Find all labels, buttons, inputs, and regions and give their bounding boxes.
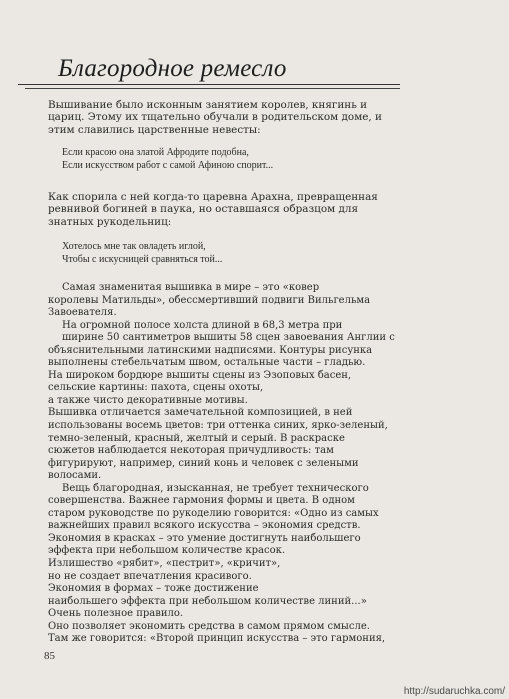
- body-line: наибольшего эффекта при небольшом количестве линий...»: [48, 595, 367, 607]
- body-line: объяснительными латинскими надписями. Контуры рисунка: [48, 344, 373, 356]
- verse-line: Если искусством работ с самой Афиною спорит...: [62, 160, 274, 171]
- body-line: Там же говорится: «Второй принцип искусства – это гармония,: [48, 633, 386, 645]
- verse-line: Чтобы с искусницей сравняться той...: [62, 254, 223, 265]
- paragraph-line: знатных рукодельниц:: [48, 215, 172, 228]
- body-line: важнейших правил всякого искусства – экономия средств.: [48, 520, 361, 532]
- body-line: Самая знаменитая вышивка в мире – это «ковер: [62, 282, 320, 293]
- body-line: На широком бордюре вышиты сцены из Эзоповых басен,: [48, 369, 352, 381]
- verse-line: Хотелось мне так овладеть иглой,: [62, 241, 206, 252]
- body-line: Очень полезное правило.: [48, 608, 184, 620]
- body-line: Излишество «рябит», «пестрит», «кричит»,: [48, 558, 281, 570]
- title-rule-top: [18, 84, 400, 85]
- body-line: темно-зеленый, красный, желтый и серый. В раскраске: [48, 432, 345, 444]
- title-rule-bottom: [25, 88, 400, 89]
- intro-paragraph: [48, 99, 404, 136]
- body-line: Экономия в красках – это умение достигнуть наибольшего: [48, 532, 361, 544]
- intro-line: Вышивание было исконным занятием королев, княгинь и: [48, 99, 368, 111]
- intro-line: цариц. Этому их тщательно обучали в родительском доме, и: [48, 111, 382, 124]
- arachne-paragraph: [48, 191, 404, 228]
- intro-line: этим славились царственные невесты:: [48, 123, 261, 136]
- main-body-text: [48, 282, 408, 646]
- body-line: ширине 50 сантиметров вышиты 58 сцен завоевания Англии с: [62, 332, 395, 344]
- body-line: использованы восемь цветов: три оттенка синих, ярко-зеленый,: [48, 420, 388, 432]
- verse-quote-2: [62, 240, 382, 266]
- body-line: эффекта при небольшом количестве красок.: [48, 545, 286, 557]
- body-line: волосами.: [48, 470, 102, 482]
- body-line: совершенства. Важнее гармония формы и цвета. В одном: [48, 495, 355, 507]
- body-line: а также чисто декоративные мотивы.: [48, 394, 248, 406]
- paragraph-line: ревнивой богиней в паука, но оставшаяся образцом для: [48, 203, 359, 216]
- body-line: Экономия в формах – тоже достижение: [48, 583, 259, 595]
- body-line: фигурируют, например, синий конь и человек с зелеными: [48, 457, 359, 469]
- body-line: сюжетов наблюдается некоторая причудливость: там: [48, 445, 334, 457]
- body-line: Вещь благородная, изысканная, не требует технического: [62, 482, 369, 494]
- body-line: Завоевателя.: [48, 307, 117, 319]
- body-line: сельские картины: пахота, сцены охоты,: [48, 382, 264, 394]
- body-line: выполнены стебельчатым швом, остальные части – гладью.: [48, 357, 366, 369]
- body-line: старом руководстве по рукоделию говорится: «Одно из самых: [48, 507, 379, 519]
- body-line: королевы Матильды», обессмертивший подвиги Вильгельма: [48, 294, 371, 306]
- body-line: Оно позволяет экономить средства в самом прямом смысле.: [48, 620, 370, 632]
- body-line: На огромной полосе холста длиной в 68,3 метра при: [62, 319, 343, 331]
- page-number: 85: [44, 650, 55, 662]
- verse-quote-1: [62, 146, 382, 172]
- paragraph-line: Как спорила с ней когда-то царевна Арахна, превращенная: [48, 191, 378, 203]
- body-line: Вышивка отличается замечательной композицией, в ней: [48, 407, 353, 419]
- body-line: но не создает впечатления красивого.: [48, 570, 252, 582]
- verse-line: Если красою она златой Афродите подобна,: [62, 147, 249, 158]
- chapter-title: Благородное ремесло: [58, 55, 287, 82]
- watermark-url: http://sudaruchka.com/: [403, 686, 505, 697]
